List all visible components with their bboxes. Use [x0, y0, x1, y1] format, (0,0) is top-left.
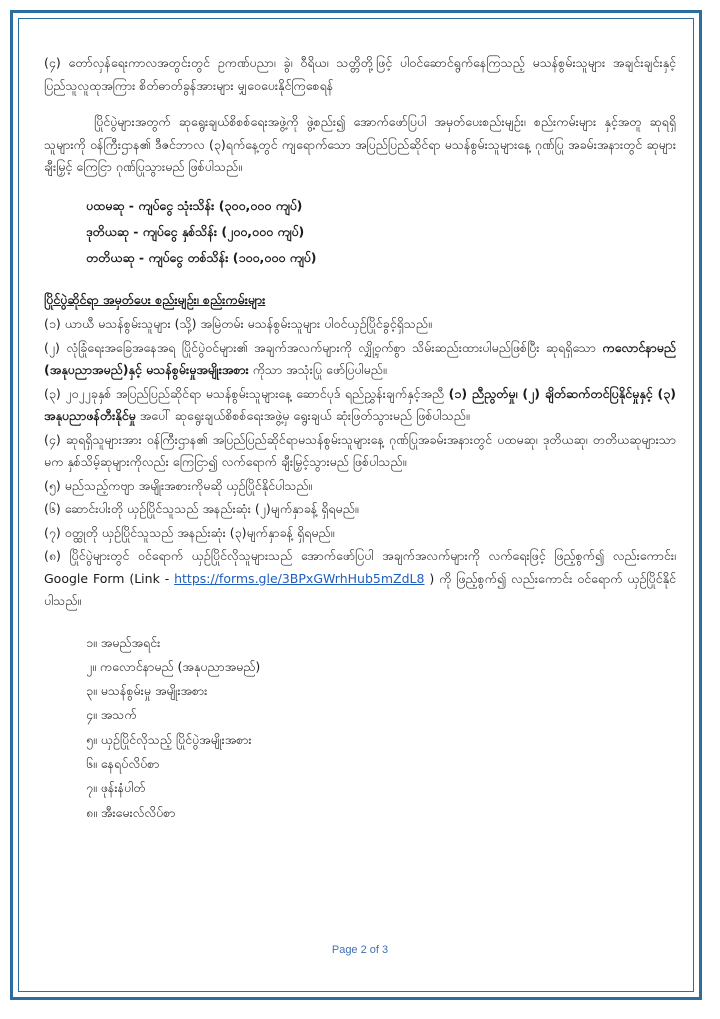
- rule-2-text-c: ကိုသာ အသုံးပြု ဖော်ပြပါမည်။: [248, 362, 387, 377]
- form-field-address: ၆။ နေရပ်လိပ်စာ: [86, 755, 160, 771]
- rule-3-bold: (၁) ညီညွတ်မှု၊ (၂) ချိတ်ဆက်တင်ပြနိုင်မှုနှင့် (၃) အနုပညာဖန်တီးနိုင်မှု: [44, 385, 676, 423]
- form-field-real-name: ၁။ အမည်အရင်း: [86, 634, 161, 650]
- rule-6: (၆) ဆောင်းပါးတို ယှဉ်ပြိုင်သူသည် အနည်းဆုံး (၂)မျက်နှာခန့် ရှိရမည်။: [44, 501, 359, 516]
- prize-first: ပထမဆု - ကျပ်ငွေ သုံးသိန်း (၃၀၀,၀၀၀ ကျပ်): [86, 197, 303, 213]
- google-form-link[interactable]: https://forms.gle/3BPxGWrhHub5mZdL8: [174, 570, 425, 586]
- rule-4: (၄) ဆုရရှိသူများအား ဝန်ကြီးဌာန၏ အပြည်ပြည်ဆိုင်ရာမသန်စွမ်းသူများနေ့ ဂုဏ်ပြုအခမ်းအနားတွင် ပထမဆု၊ ဒုတိယဆု၊ တတိယဆုများသာမက နှစ်သိမ့်ဆုများကိုလည်း ကြေငြာ၍ လက်ရောက် ချီးမြှင့်သွားမည် ဖြစ်ပါသည်။: [44, 431, 676, 469]
- rule-3-text-a: (၃) ၂၀၂၂ခုနှစ် အပြည်ပြည်ဆိုင်ရာ မသန်စွမ်းသူများနေ့ ဆောင်ပုဒ် ရည်ညွှန်းချက်နှင့်အညီ: [44, 385, 449, 401]
- form-field-phone: ၇။ ဖုန်းနံပါတ်: [86, 780, 146, 796]
- rule-3: [44, 383, 676, 428]
- rule-7: (၇) ဝတ္ထုတို ယှဉ်ပြိုင်သူသည် အနည်းဆုံး (၃)မျက်နှာခန့် ရှိရမည်။: [44, 524, 335, 540]
- intro-paragraph-judging: ပြိုင်ပွဲများအတွက် ဆုရွေးချယ်စိစစ်ရေးအဖွဲ့ကို ဖွဲ့စည်း၍ အောက်ဖော်ပြပါ အမှတ်ပေးစည်းမျဉ်း၊ စည်းကမ်းများ နှင့်အတူ ဆုရရှိသူများကို ဝန်ကြီးဌာန၏ ဒီဇင်ဘာလ (၃)ရက်နေ့တွင် ကျရောက်သော အပြည်ပြည်ဆိုင်ရာ မသန်စွမ်းသူများနေ့ ဂုဏ်ပြု အခမ်းအနားတွင် ဆုများ ချီးမြှင့် ကြေငြာ ဂုဏ်ပြုသွားမည် ဖြစ်ပါသည်။: [44, 114, 676, 174]
- rules-heading: ပြိုင်ပွဲဆိုင်ရာ အမှတ်ပေး စည်းမျဉ်း၊ စည်းကမ်းများ: [44, 291, 266, 307]
- form-field-disability-type: ၃။ မသန်စွမ်းမှု အမျိုးအစား: [86, 683, 208, 699]
- intro-paragraph-objective-4: (၄) တော်လှန်ရေးကာလအတွင်းတွင် ဥကဏ်ပညာ၊ ခွဲ၊ ဝီရိယ၊ သတ္တိတို့ဖြင့် ပါဝင်ဆောင်ရွက်နေကြသည့် မသန်စွမ်းသူများ အချင်းချင်းနှင့် ပြည်သူလူထုအကြား စိတ်ဓာတ်ခွန်အားများ မျှဝေပေးနိုင်ကြစေရန်: [44, 55, 676, 93]
- rule-8-text-a: (၈) ပြိုင်ပွဲများတွင် ဝင်ရောက် ယှဉ်ပြိုင်လိုသူများသည် အောက်ဖော်ပြပါ အချက်အလက်များကို လက်ရေးဖြင့် ဖြည့်စွက်၍ လည်းကောင်း၊ Google Form (Link -: [44, 548, 676, 586]
- rule-8-text-b: ) ကို ဖြည့်စွက်၍ လည်းကောင်း ဝင်ရောက် ယှဉ်ပြိုင်နိုင်ပါသည်။: [44, 570, 676, 608]
- form-field-age: ၄။ အသက်: [86, 707, 137, 723]
- rule-2-bold: ကလောင်နာမည် (အနုပညာအမည်)နှင့် မသန်စွမ်းမှုအမျိုးအစား: [44, 339, 676, 377]
- prize-second: ဒုတိယဆု - ကျပ်ငွေ နှစ်သိန်း (၂၀၀,၀၀၀ ကျပ်): [86, 223, 305, 239]
- rule-1: (၁) ယာယီ မသန်စွမ်းသူများ (သို့) အမြဲတမ်း မသန်စွမ်းသူများ ပါဝင်ယှဉ်ပြိုင်ခွင့်ရှိသည်။: [44, 316, 432, 331]
- prize-list: [44, 193, 676, 271]
- prize-third: တတိယဆု - ကျပ်ငွေ တစ်သိန်း (၁၀၀,၀၀၀ ကျပ်): [86, 249, 317, 265]
- form-field-contest-category: ၅။ ယှဉ်ပြိုင်လိုသည့် ပြိုင်ပွဲအမျိုးအစား: [86, 731, 252, 747]
- rule-2: [44, 337, 676, 382]
- page-number-footer: Page 2 of 3: [331, 944, 389, 956]
- rule-3-text-c: အပေါ် ဆုရွေးချယ်စိစစ်ရေးအဖွဲ့မှ ရွေးချယ် ဆုံးဖြတ်သွားမည် ဖြစ်ပါသည်။: [135, 408, 470, 423]
- rule-5: (၅) မည်သည့်ကဗျာ အမျိုးအစားကိုမဆို ယှဉ်ပြိုင်နိုင်ပါသည်။: [44, 477, 313, 493]
- rule-2-text-a: (၂) လုံခြုံရေးအခြေအနေအရ ပြိုင်ပွဲဝင်များ၏ အချက်အလက်များကို လျှို့ဝှက်စွာ သိမ်းဆည်းထားပါမည်ဖြစ်ပြီး ဆုရရှိသော: [44, 339, 603, 355]
- form-field-email: ၈။ အီးမေးလ်လိပ်စာ: [86, 804, 176, 820]
- document-body: [44, 52, 676, 825]
- rule-8: [44, 545, 676, 613]
- form-field-list: [86, 631, 676, 825]
- form-field-pen-name: ၂။ ကလောင်နာမည် (အနုပညာအမည်): [86, 658, 261, 674]
